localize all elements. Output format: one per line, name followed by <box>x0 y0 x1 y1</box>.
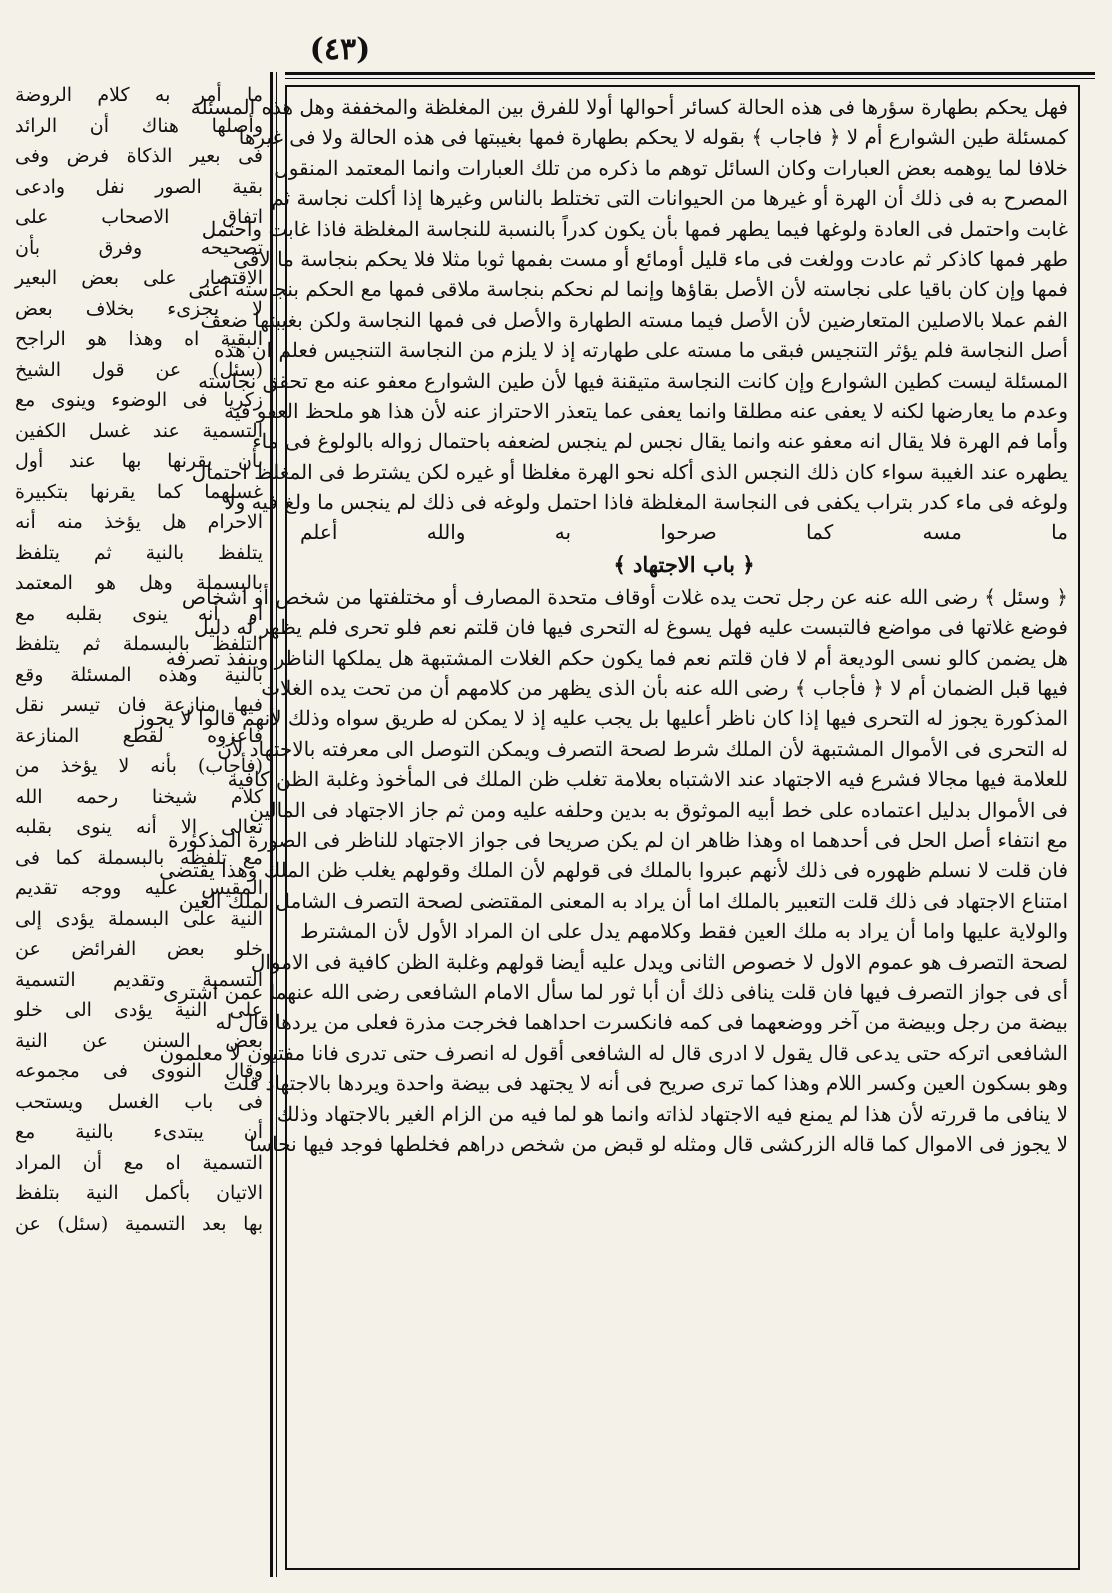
margin-text-line: غسلهما كما يقرنها بتكبيرة <box>15 480 263 503</box>
margin-text-line: التلفظ بالبسملة ثم يتلفظ <box>15 633 263 655</box>
margin-text-line: التسمية اه مع أن المراد <box>15 1151 263 1174</box>
main-text-line: يطهره عند الغيبة سواء كان ذلك النجس الذى أكله نحو الهرة مغلظا أو غيره لكن يشترط فى المغلظ احتمال <box>191 459 1068 484</box>
main-text-line: الشافعى اتركه حتى يدعى قال يقول لا ادرى قال له الشافعى أقول له انصرف حتى تدرى فانا مفتيون لا معلمون <box>159 1040 1068 1065</box>
margin-text-line: فى باب الغسل ويستحب <box>15 1090 263 1113</box>
margin-text-line: على النية يؤدى الى خلو <box>15 999 263 1021</box>
margin-text-line: بالنية وهذه المسئلة وقع <box>15 663 263 686</box>
margin-text-line: بأن يقرنها بها عند أول <box>15 450 263 472</box>
margin-text-line: اتفاق الاصحاب على <box>15 206 263 228</box>
margin-text-line: وقال النووى فى مجموعه <box>15 1060 263 1082</box>
main-text-line: المذكورة يجوز له التحرى فيها إذا كان ناظر أعليها بل يجب عليه إذ لا يمكن له طريق سواه وذلك لأنهم قالوا لا يجوز <box>135 706 1068 731</box>
margin-text-line: النية على البسملة يؤدى إلى <box>15 907 263 930</box>
main-text-line: والولاية عليها واما أن يراد به ملك العين فقط وكلامهم يدل على ان المراد الأول لأن المشترط <box>300 919 1068 944</box>
main-text-line: خلافا لما يوهمه بعض العبارات وكان السائل توهم ما ذكره من تلك العبارات وانما المعتمد المنقول <box>274 155 1068 180</box>
margin-text-line: خلو بعض الفرائض عن <box>15 938 263 960</box>
margin-text-line: الاقتصار على بعض البعير <box>15 267 263 289</box>
main-text-line: ما مسه كما صرحوا به والله أعلم <box>300 520 1068 545</box>
main-text-line: له التحرى فى الأموال المشتبهة لأن الملك شرط لصحة التصرف ويمكن التوصل الى معرفته بالاجتهاد لأن <box>217 736 1068 761</box>
margin-text-line: (فأجاب) بأنه لا يؤخذ من <box>15 755 263 777</box>
margin-text-line: بقية الصور نفل وادعى <box>15 175 263 198</box>
main-text-line: امتناع الاجتهاد فى ذلك قلت التعبير بالملك اما أن يراد به المعنى المقتضى لصحة التصرف الشامل لملك العين <box>178 888 1068 913</box>
margin-text-line: زكريا فى الوضوء وينوى مع <box>15 389 263 411</box>
margin-text-line: بعض السنن عن النية <box>15 1029 263 1052</box>
margin-text-line: لا يجزىء بخلاف بعض <box>15 297 263 320</box>
main-text-line: فان قلت لا نسلم ظهوره فى ذلك لأنهم عبروا بالملك فى قولهم لأن الملك وقولهم يغلب ظن الملك وهذا يقتضى <box>159 858 1068 883</box>
main-text-line: المسئلة ليست كطين الشوارع وإن كانت النجاسة متيقنة فيها لأن طين الشوارع معفو عنه مع تحقق نجاسته <box>198 368 1068 393</box>
main-text-line: لا ينافى ما قررته لأن هذا لم يمنع فيه الاجتهاد لذاته وانما هو لما فيه من الزام الغير بالاجتهاد وذلك <box>276 1101 1068 1126</box>
margin-text-line: ما أمر به كلام الروضة <box>15 84 263 106</box>
margin-text-line: تعالى إلا أنه ينوى بقلبه <box>15 816 263 838</box>
main-text-line: وهو بسكون العين وكسر اللام وهذا كما ترى صريح فى أنه لا يجتهد فى بيضة واحدة ويردها بالاجتهاد قلت <box>223 1071 1068 1096</box>
main-text-line: فوضع غلاتها فى مواضع فالتبست عليه فهل يسوغ له التحرى فيها فان قلتم نعم فلو تحرى فلم يظهر له دليل <box>193 615 1068 640</box>
margin-text-line: يتلفظ بالنية ثم يتلفظ <box>15 541 263 564</box>
main-text-line: للعلامة فيها مجالا فشرع فيه الاجتهاد عند الاشتباه بعلامة تغلب ظن الملك فى المأخوذ وغلبة الظن كافية <box>227 767 1068 792</box>
main-text-line: فيها قبل الضمان أم لا ﴿ فأجاب ﴾ رضى الله عنه بأن الذى يظهر من كلامهم أن من تحت يده الغلات <box>261 676 1068 701</box>
margin-text-line: كلام شيخنا رحمه الله <box>15 785 263 808</box>
margin-text-line: (سئل) عن قول الشيخ <box>15 358 263 381</box>
main-text-line: فهل يحكم بطهارة سؤرها فى هذه الحالة كسائر أحوالها أولا للفرق بين المغلظة والمخففة وهل هذه المسئلة <box>190 95 1068 119</box>
margin-text-line: أو أنه ينوى بقلبه مع <box>15 602 263 625</box>
margin-text-column <box>15 80 263 1575</box>
margin-text-line: المقيس عليه ووجه تقديم <box>15 877 263 899</box>
main-text-line: هل يضمن كالو نسى الوديعة أم لا فان قلتم نعم فما يكون حكم الغلات المشتبهة هل يملكها الناظر وينفذ تصرفه <box>165 645 1068 670</box>
main-text-line: بيضة من رجل وبيضة من آخر ووضعهما فى كمه فانكسرت احداهما فخرجت مذرة فعلى من يردها قال له <box>215 1010 1068 1035</box>
main-text-line: مع انتفاء أصل الحل فى أحدهما اه وهذا ظاهر ان لم يكن صريحا فى جواز الاجتهاد للناظر فى الصورة المذكورة <box>167 827 1068 852</box>
section-heading: ﴿ باب الاجتهاد ﴾ <box>613 551 755 577</box>
main-text-line: كمسئلة طين الشوارع أم لا ﴿ فاجاب ﴾ بقوله لا يحكم بطهارة فمها بغيبتها فى هذه الحالة ولا فى غيرها <box>238 125 1068 150</box>
top-rule-thin <box>285 78 1095 79</box>
main-text-line: أى فى جواز التصرف فيها فان قلت ينافى ذلك أن أبا ثور لما سأل الامام الشافعى رضى الله عنهما عمن اشترى <box>163 979 1068 1004</box>
margin-text-line: تصحيحه وفرق بأن <box>15 236 263 259</box>
margin-text-line: البقية اه وهذا هو الراجح <box>15 328 263 350</box>
main-text-line: وعدم ما يعارضها لكنه لا يعفى عنه مطلقا وانما يعفى عما يتعذر الاحتراز عنه لأن هذا هو ملحظ العفو فيه <box>224 398 1068 423</box>
main-text-line: طهر فمها كاذكر ثم عادت وولغت فى ماء قليل أومائع أو مست بفمها ثوبا مثلا فلا يحكم بنجاسة ما لاقى <box>233 246 1068 271</box>
margin-text-line: التسمية وتقديم التسمية <box>15 968 263 991</box>
margin-text-line: بها بعد التسمية (سئل) عن <box>15 1212 263 1235</box>
main-text-line: غابت واحتمل فى العادة ولوغها فيما يطهر فمها بأن يكون كدراً بالنسبة للنجاسة المغلظة فاذا غابت واحتمل <box>201 216 1068 241</box>
main-text-line: ولوغه فى ماء كدر بتراب يكفى فى النجاسة المغلظة فاذا احتمل ولوغه فى ذلك لم ينجس ما ولغ فيه ولا <box>224 490 1068 515</box>
margin-text-line: أن يبتدىء بالنية مع <box>15 1121 263 1143</box>
margin-text-line: فاعزوه لقطع المنازعة <box>15 724 263 747</box>
main-text-line: لا يجوز فى الاموال كما قاله الزركشى قال ومثله لو قبض من شخص دراهم فخلطها فوجد فيها نحاسا <box>249 1131 1068 1156</box>
margin-text-line: بالبسملة وهل هو المعتمد <box>15 572 263 594</box>
page-number: (٤٣) <box>309 32 371 67</box>
margin-text-line: التسمية عند غسل الكفين <box>15 419 263 442</box>
margin-text-line: الاتيان بأكمل النية بتلفظ <box>15 1182 263 1204</box>
margin-text-line: وأصلها هناك أن الرائد <box>15 114 263 137</box>
margin-text-line: فى بعير الذكاة فرض وفى <box>15 145 263 167</box>
margin-text-line: مع تلفظه بالبسملة كما فى <box>15 846 263 869</box>
main-text-line: وأما فم الهرة فلا يقال انه معفو عنه وانما يقال نجس لم ينجس لضعفه باحتمال زواله بالولوغ فى ماء <box>252 429 1068 454</box>
margin-text-line: الاحرام هل يؤخذ منه أنه <box>15 511 263 533</box>
top-rule <box>285 72 1095 75</box>
main-text-line: الفم عملا بالاصلين المتعارضين لأن الأصل فيما مسته الطهارة والأصل فى فمها النجاسة ولكن بغيبتها ضعف <box>200 307 1068 332</box>
main-text-line: ﴿ وسئل ﴾ رضى الله عنه عن رجل تحت يده غلات أوقاف متحدة المصارف أو مختلفتها من شخص أو اشخاص <box>181 584 1068 609</box>
main-text-line: فى الأموال بدليل اعتماده على خط أبيه الموثوق به بدين وحلفه عليه ومن ثم جاز الاجتهاد فى المالين <box>249 797 1068 822</box>
margin-text-line: فيها منازعة فان تيسر نقل <box>15 694 263 716</box>
main-text-line: فمها وإن كان باقيا على نجاسته لأن الأصل بقاؤها وإنما لم نحكم بنجاسة ملاقى فمها مع الحكم بنجاسته أعنى <box>188 277 1068 302</box>
main-text-line: لصحة التصرف هو عموم الاول لا خصوص الثانى ويدل عليه أيضا قولهم وغلبة الظن كافية فى الاموال <box>250 949 1068 974</box>
main-text-line: المصرح به فى ذلك أن الهرة أو غيرها من الحيوانات التى تختلط بالناس وغيرها إذا أكلت نجاسة ثم <box>271 186 1068 211</box>
main-text-line: أصل النجاسة فلم يؤثر التنجيس فبقى ما مسته على طهارته إذ لا يلزم من النجاسة التنجيس فعلم ان هذه <box>213 338 1068 363</box>
